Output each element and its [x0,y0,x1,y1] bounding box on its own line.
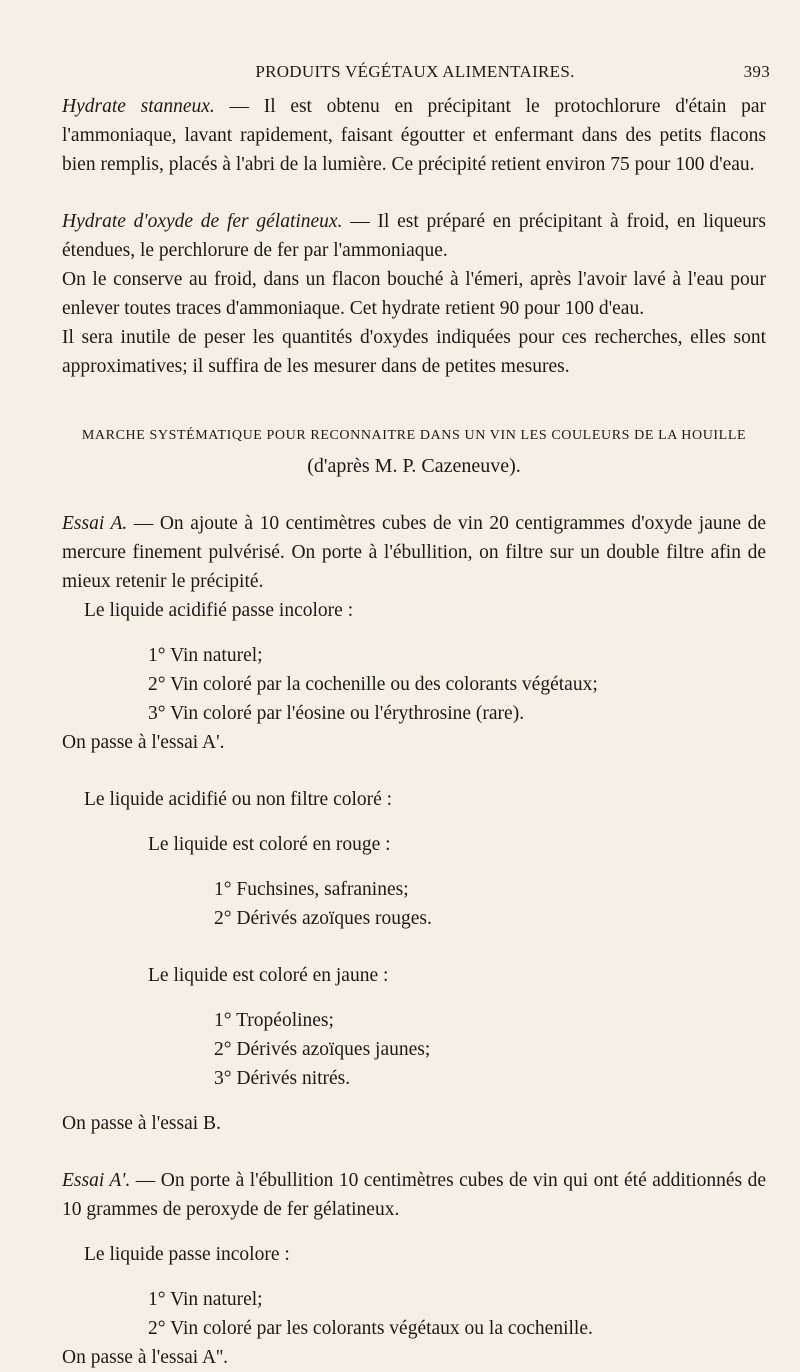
list-item: 1° Vin naturel; [148,645,263,666]
jaune-label: Le liquide est coloré en jaune : [148,965,389,986]
list-item: 3° Vin coloré par l'éosine ou l'érythrosine (rare). [148,703,525,724]
section-subheading: (d'après M. P. Cazeneuve). [307,455,521,477]
list-item: 1° Tropéolines; [214,1010,334,1031]
term-hydrate-fer: Hydrate d'oxyde de fer gélatineux. [62,211,343,232]
page-number: 393 [743,62,770,81]
essai-a-passe-a-prime: On passe à l'essai A'. [62,732,225,753]
list-item: 1° Vin naturel; [148,1289,263,1310]
paragraph-conservation: On le conserve au froid, dans un flacon bouché à l'émeri, après l'avoir lavé à l'eau pour enlever toutes traces d'ammoniaque. Cet hydrate retient 90 pour 100 d'eau. [62,269,766,319]
paragraph-hydrate-fer [62,207,766,265]
section-heading: MARCHE SYSTÉMATIQUE POUR RECONNAITRE DANS UN VIN LES COULEURS DE LA HOUILLE [81,428,747,443]
rouge-label: Le liquide est coloré en rouge : [148,834,391,855]
list-item: 2° Vin coloré par les colorants végétaux ou la cochenille. [148,1318,593,1339]
list-item: 2° Dérivés azoïques rouges. [214,908,432,929]
essai-a-liquide-incolore: Le liquide acidifié passe incolore : [84,600,354,621]
hydrate-stanneux-text: — Il est obtenu en précipitant le protochlorure d'étain par l'ammoniaque, lavant rapidement, faisant égoutter et enfermant dans des petits flacons bien remplis, placés à l'abri de la lumière. Ce précipité retient environ 75 pour 100 d'eau. [62,96,767,175]
essai-a-text: — On ajoute à 10 centimètres cubes de vin 20 centigrammes d'oxyde jaune de mercure finement pulvérisé. On porte à l'ébullition, on filtre sur un double filtre afin de mieux retenir le précipité. [62,513,766,592]
term-essai-a-prime: Essai A'. [62,1170,131,1191]
list-item: 3° Dérivés nitrés. [214,1068,351,1089]
paragraph-hydrate-stanneux [62,92,766,179]
essai-a-prime-text: — On porte à l'ébullition 10 centimètres cubes de vin qui ont été additionnés de 10 grammes de peroxyde de fer gélatineux. [62,1170,766,1220]
paragraph-mesures: Il sera inutile de peser les quantités d'oxydes indiquées pour ces recherches, elles sont approximatives; il suffira de les mesurer dans de petites mesures. [62,327,766,377]
hydrate-fer-text: — Il est préparé en précipitant à froid, en liqueurs étendues, le perchlorure de fer par l'ammoniaque. [62,211,766,261]
paragraph-essai-a [62,509,766,596]
essai-a-liquide-colore: Le liquide acidifié ou non filtre coloré : [84,789,393,810]
list-item: 1° Fuchsines, safranines; [214,879,409,900]
term-hydrate-stanneux: Hydrate stanneux. [62,96,215,117]
running-title: PRODUITS VÉGÉTAUX ALIMENTAIRES. [255,62,575,81]
paragraph-essai-a-prime [62,1166,766,1224]
list-item: 2° Dérivés azoïques jaunes; [214,1039,431,1060]
term-essai-a: Essai A. [62,513,128,534]
essai-a-prime-liquide-incolore: Le liquide passe incolore : [84,1244,290,1265]
list-item: 2° Vin coloré par la cochenille ou des colorants végétaux; [148,674,598,695]
essai-a-passe-b: On passe à l'essai B. [62,1113,221,1134]
page-body [62,92,766,1372]
running-header [60,62,770,86]
essai-a-prime-passe: On passe à l'essai A''. [62,1347,228,1368]
